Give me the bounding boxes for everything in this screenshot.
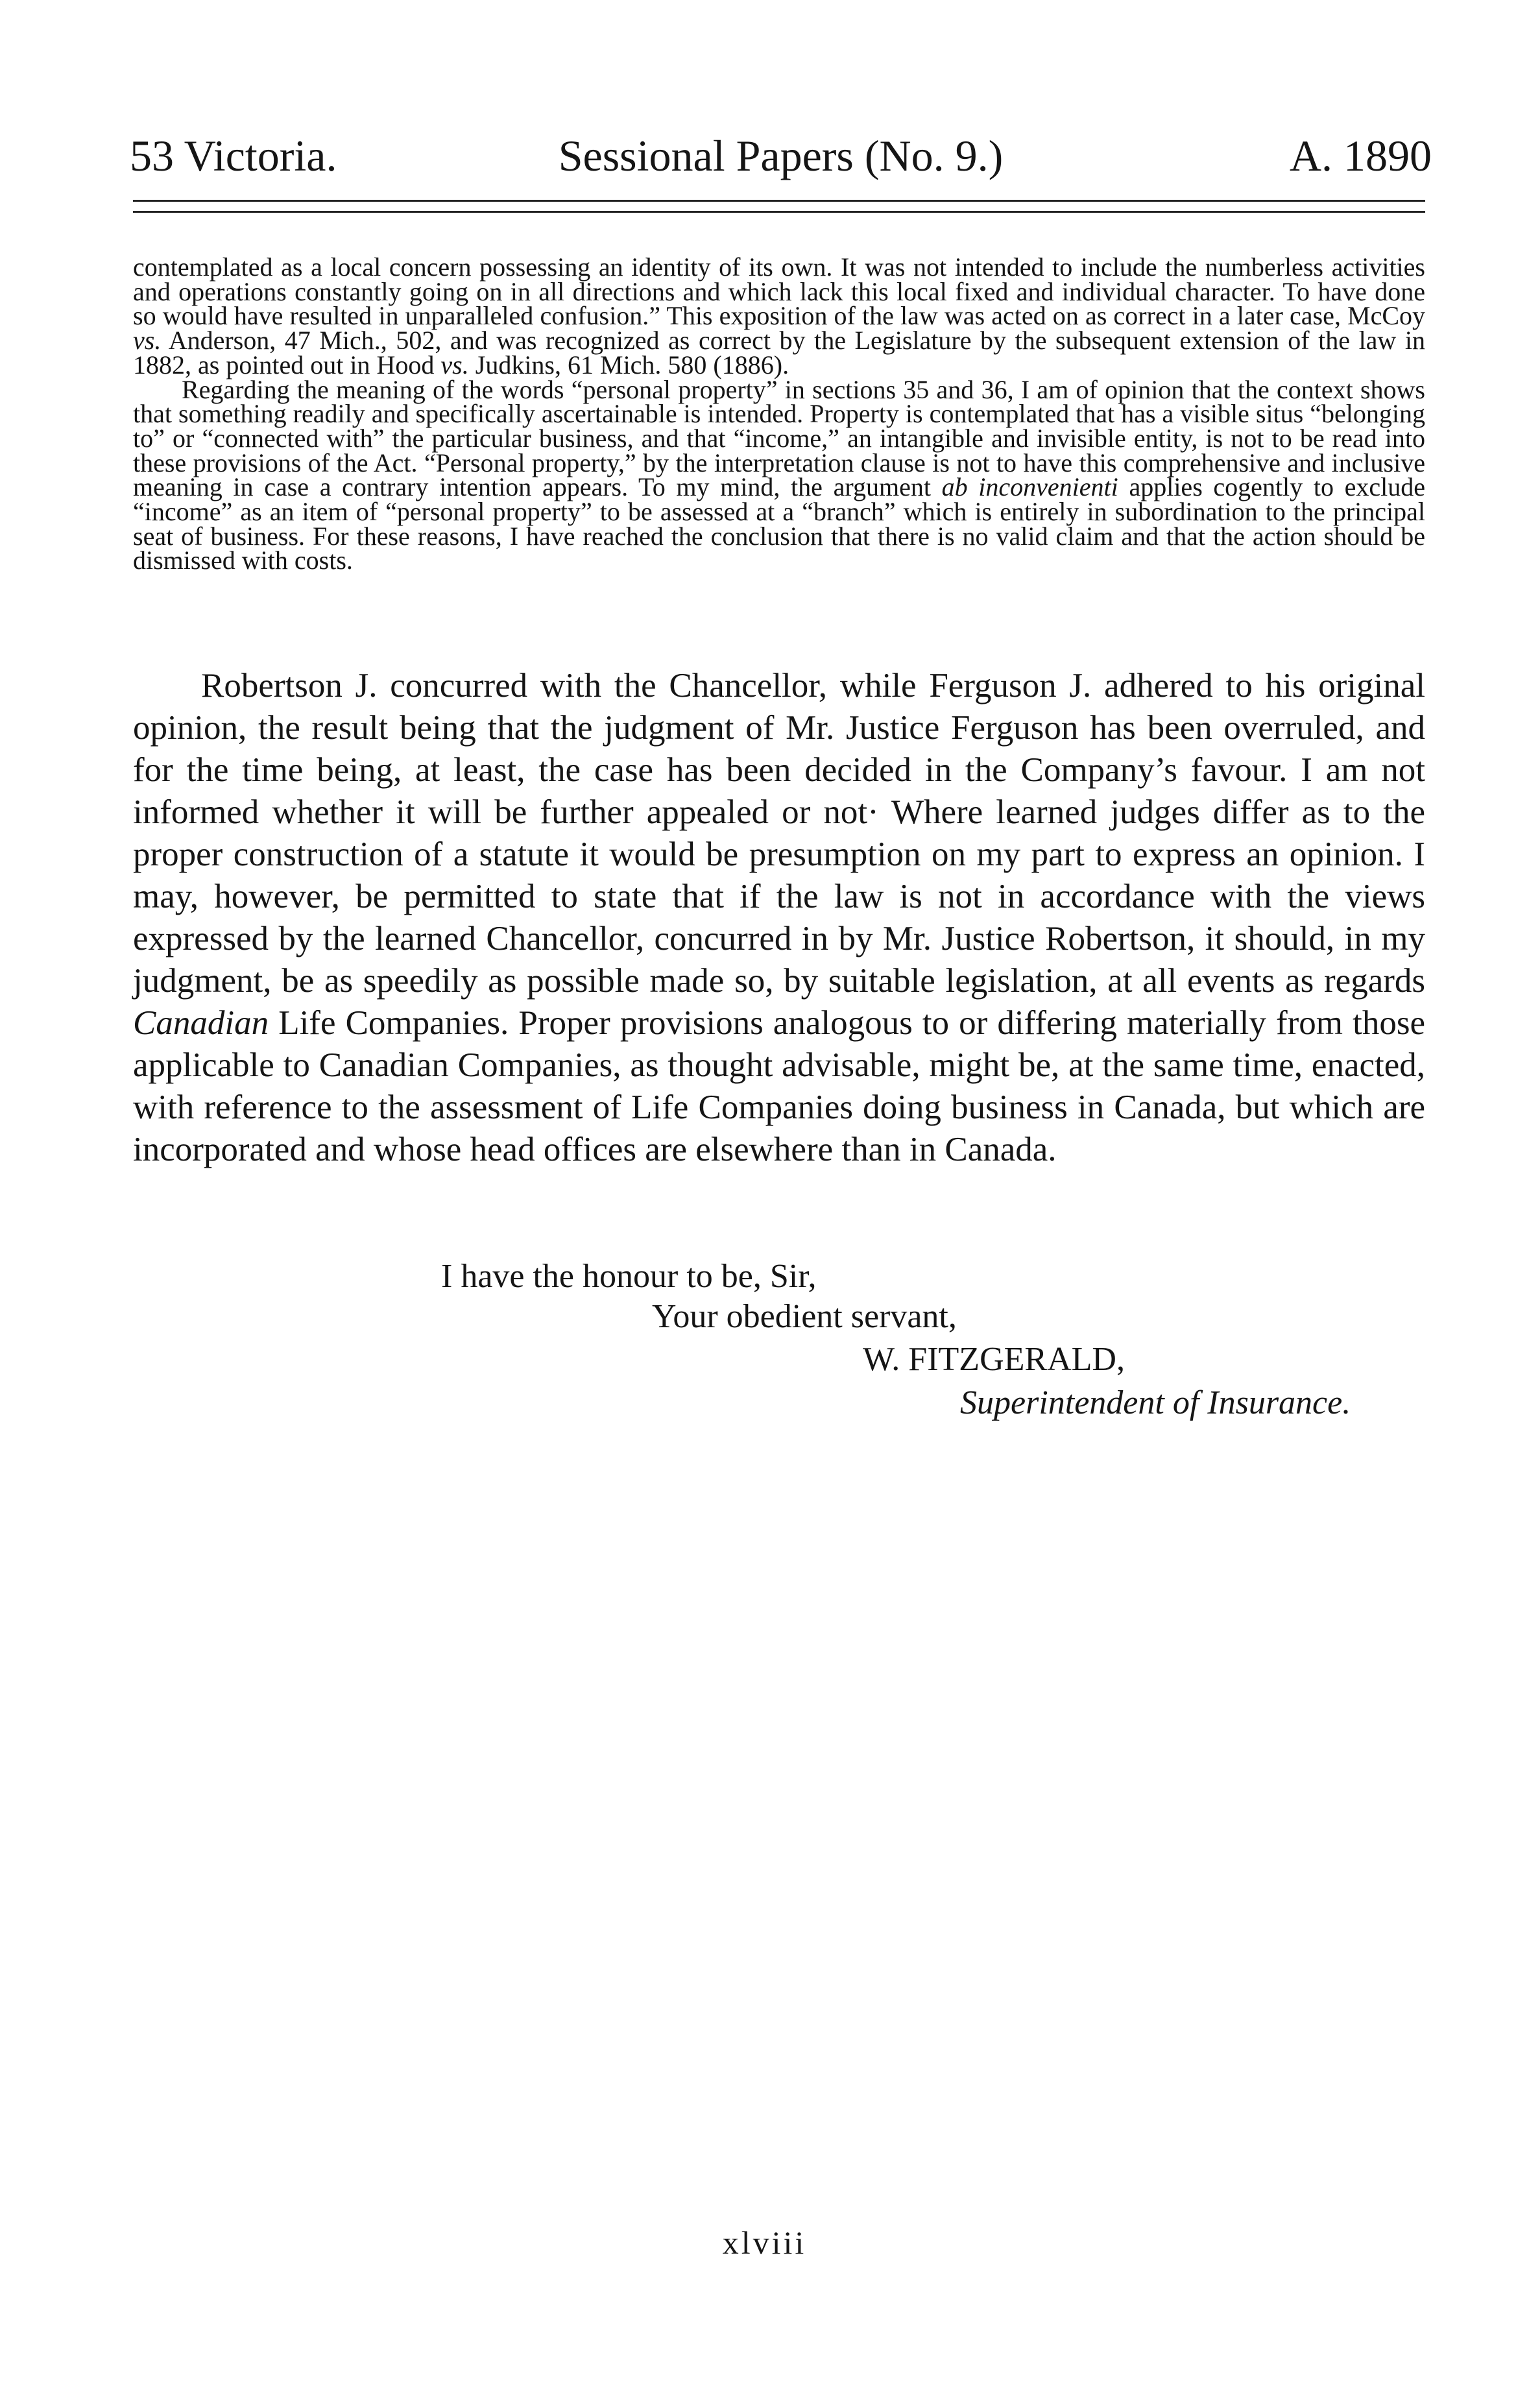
running-header (130, 130, 1432, 182)
signatory-title: Superintendent of Insurance. (960, 1384, 1351, 1421)
body-text (133, 665, 1425, 1171)
excerpt-paragraph: contemplated as a local concern possessing an identity of its own. It was not intended to include the numberless activities and operations constantly going on in all directions and which lack this local fixed and individual character. To have done so would have resulted in unparalleled confusion.” This exposition of the law was acted on as correct in a later case, McCoy vs. Anderson, 47 Mich., 502, and was recognized as correct by the Legislature by the subsequent extension of the law in 1882, as pointed out in Hood vs. Judkins, 61 Mich. 580 (1886). (133, 252, 1425, 379)
quoted-judgment-excerpt (133, 252, 1426, 575)
body-paragraph: Robertson J. concurred with the Chancellor, while Ferguson J. adhered to his original opinion, the result being that the judgment of Mr. Justice Ferguson has been overruled, and for the time being, at least, the case has been decided in the Company’s favour. I am not informed whether it will be further appealed or not· Where learned judges differ as to the proper construction of a statute it would be presumption on my part to express an opinion. I may, however, be permitted to state that if the law is not in accordance with the views expressed by the learned Chancellor, concurred in by Mr. Justice Robertson, it should, in my judgment, be as speedily as possible made so, by suitable legislation, at all events as regards Canadian Life Companies. Proper provisions analogous to or differing materially from those applicable to Canadian Companies, as thought advisable, might be, at the same time, enacted, with reference to the assessment of Life Companies doing business in Canada, but which are incorporated and whose head offices are elsewhere than in Canada. (133, 667, 1425, 1168)
excerpt-paragraph: Regarding the meaning of the words “personal property” in sections 35 and 36, I am of opinion that the context shows that something readily and specifically ascertainable is intended. Property is contemplated that has a visible situs “belonging to” or “connected with” the particular business, and that “income,” an intangible and invisible entity, is not to be read into these provisions of the Act. “Personal property,” by the interpretation clause is not to have this comprehensive and inclusive meaning in case a contrary intention appears. To my mind, the argument ab inconvenienti applies cogently to exclude “income” as an item of “personal property” to be assessed at a “branch” which is entirely in subordination to the principal seat of business. For these reasons, I have reached the conclusion that there is no valid claim and that the action should be dismissed with costs. (133, 374, 1426, 575)
header-rule-top (133, 200, 1425, 202)
valediction: Your obedient servant, (652, 1298, 957, 1335)
header-year: A. 1890 (1289, 131, 1432, 180)
header-title: Sessional Papers (No. 9.) (558, 131, 1004, 180)
header-rule-bottom (133, 211, 1425, 213)
page-number: xlviii (722, 2224, 807, 2261)
header-session: 53 Victoria. (130, 131, 337, 180)
complimentary-close: I have the honour to be, Sir, (441, 1258, 817, 1295)
signature-name: W. FITZGERALD, (863, 1341, 1125, 1378)
